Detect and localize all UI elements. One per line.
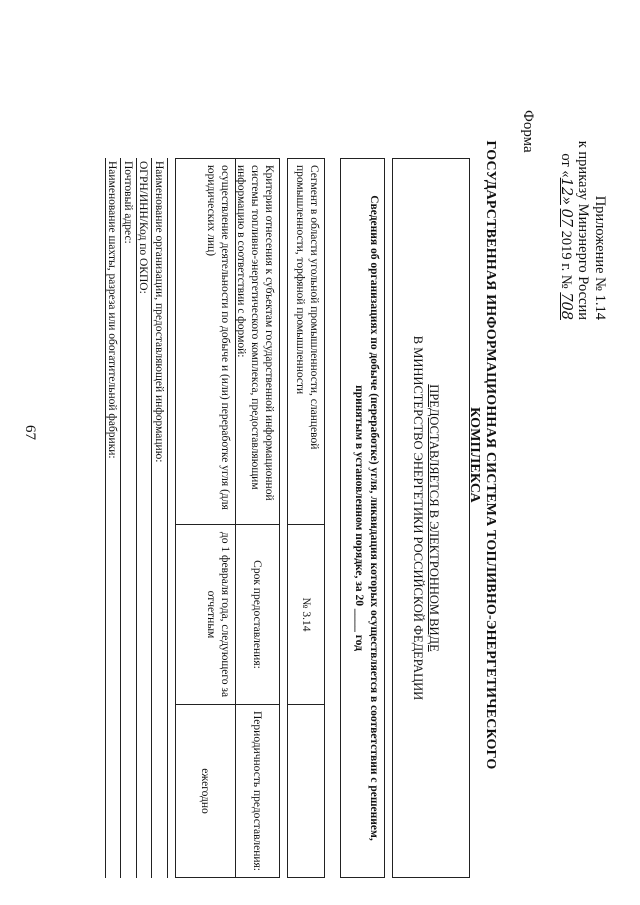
rotated-form-page [0,10,620,890]
criteria-header-row [235,158,280,878]
appendix-line-1: Приложение № 1.14 [592,195,608,320]
deadline-value: до 1 февраля года, следующего за отчетным [176,524,235,704]
segment-empty-cell [288,704,324,877]
period-header: Периодичность предоставления: [236,704,279,877]
form-label: Форма [520,110,536,153]
postal-address-field[interactable]: Почтовый адрес: [120,158,136,878]
electronic-submission-box [392,158,470,878]
criteria-label: Критерии отнесения к субъектам государственной информационной системы топливно-энергетического комплекса, предоставляющим информацию в соответствии с формой: [235,165,275,501]
year-blank[interactable]: ____ [353,608,365,632]
appendix-line-2: к приказу Минэнерго России [575,140,591,320]
criterion-value: осуществление деятельности по добыче и (или) переработке угля (для юридических лиц) [205,165,231,510]
electronic-line-2: В МИНИСТЕРСТВО ЭНЕРГЕТИКИ РОССИЙСКОЙ ФЕДЕРАЦИИ [411,335,425,701]
criteria-values-row [175,158,235,878]
deadline-header: Срок предоставления: [236,524,279,704]
page-number: 67 [22,425,38,440]
date-year: 2019 г. № [558,230,574,289]
mine-name-field[interactable]: Наименование шахты, разреза или обогатительной фабрики: [105,158,121,878]
date-day: 12» [558,177,574,205]
report-description-box [340,158,385,878]
order-number: 708 [558,292,574,320]
organization-fields [88,158,168,878]
org-name-field[interactable]: Наименование организации, предоставляющей информацию: [151,158,167,878]
org-ids-field[interactable]: ОГРН/ИНН/Код по ОКПО: [136,158,152,878]
period-value: ежегодно [176,704,235,877]
date-month: 07 [558,208,574,228]
main-title: ГОСУДАРСТВЕННАЯ ИНФОРМАЦИОННАЯ СИСТЕМА ТОПЛИВНО-ЭНЕРГЕТИЧЕСКОГО КОМПЛЕКСА [467,140,498,770]
report-description: Сведения об организациях по добыче (переработке) угля, ликвидация которых осуществляется в соответствии с решением, принятым в установленном порядке, за 20 [353,195,380,841]
electronic-line-1: ПРЕДОСТАВЛЯЕТСЯ В ЭЛЕКТРОННОМ ВИДЕ [427,384,441,652]
segment-row [287,158,325,878]
appendix-date-line [557,30,574,320]
report-year-suffix: год [353,634,365,651]
segment-label: Сегмент в области угольной промышленности, сланцевой промышленности, торфяной промышленности [294,165,320,450]
date-prefix: от « [558,153,574,178]
form-number: № 3.14 [288,524,324,704]
appendix-header [557,30,608,320]
